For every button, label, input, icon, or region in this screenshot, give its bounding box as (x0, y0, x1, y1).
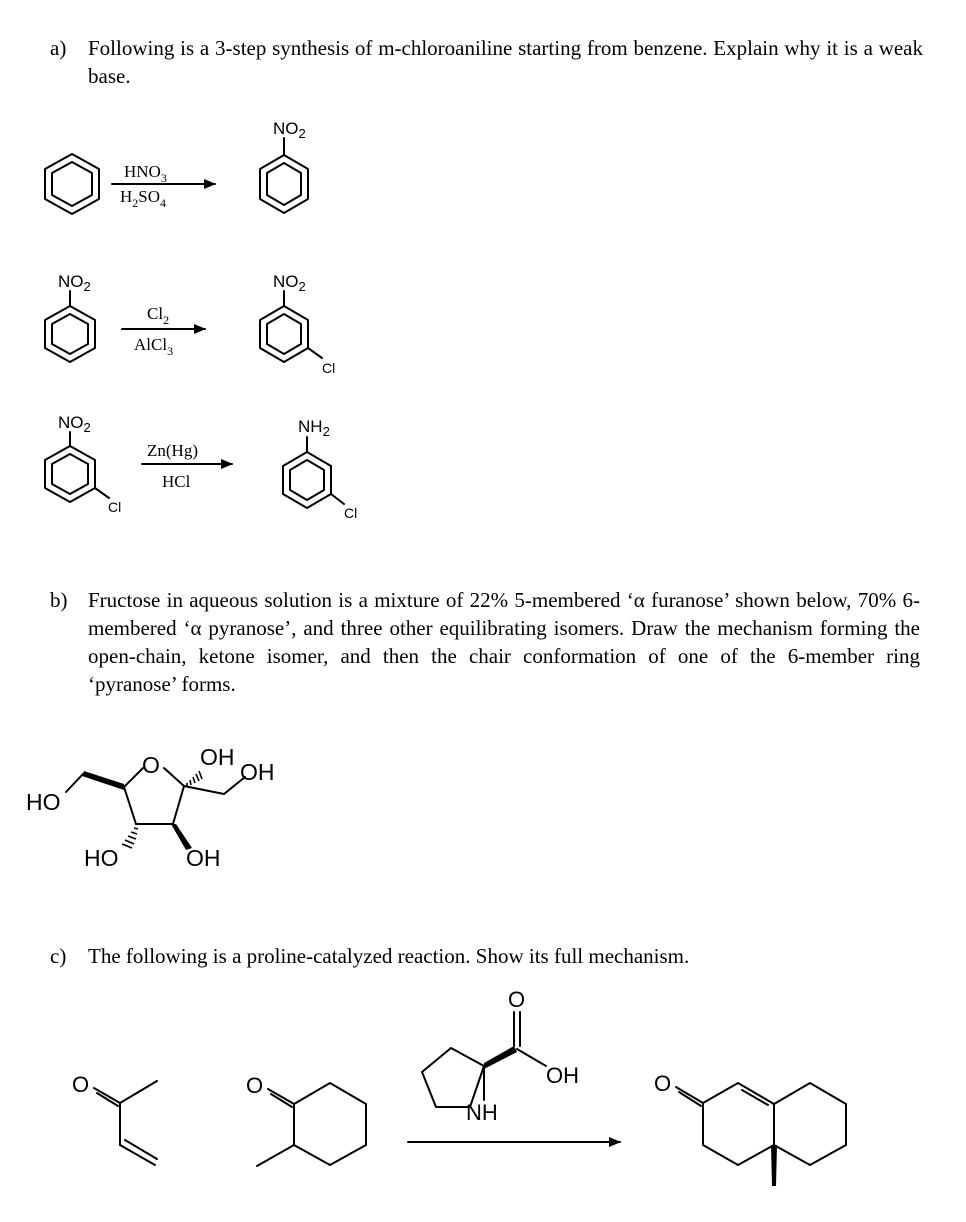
start-chloro-label: Cl (108, 499, 122, 515)
start-nitro-label-2: NO (58, 413, 84, 432)
ch2oh-label: OH (240, 759, 275, 785)
ho-left-label: HO (26, 789, 61, 815)
svg-text:NO2: $NO_2$ (58, 413, 91, 435)
enone-oxygen-label: O (654, 1071, 672, 1096)
nitration-reagents (112, 162, 215, 210)
proline-catalyst-structure (422, 987, 579, 1125)
reagent-h2so4: H (120, 187, 133, 206)
svg-text:NO2: $NO_2$ (273, 119, 306, 141)
svg-text:NO2: $NO_2$ (58, 272, 91, 294)
methyl-vinyl-ketone-structure (72, 1072, 157, 1165)
nitrobenzene-start-structure (45, 272, 95, 362)
nitro-group-label: NO (273, 119, 299, 138)
amine-nh-label: NH (466, 1100, 498, 1125)
chloro-label: Cl (322, 360, 336, 376)
anomeric-oh-label: OH (200, 744, 235, 770)
question-b-label: b) (50, 588, 68, 612)
question-c-text: The following is a proline-catalyzed reaction. Show its full mechanism. (88, 944, 690, 968)
oh-bottom-label: OH (186, 845, 221, 871)
svg-text:NH2: $NH_2$ (298, 417, 330, 439)
product-nitro-label: NO (273, 272, 299, 291)
question-a-text: Following is a 3-step synthesis of m-chloroaniline starting from benzene. Explain why it is a weak base. (88, 36, 923, 88)
product-chloro-label: Cl (344, 505, 358, 521)
svg-text:AlCl3: AlCl$_3$ (134, 335, 174, 358)
bicyclic-enone-product-structure (654, 1071, 846, 1186)
alpha-furanose-structure (26, 744, 275, 871)
reagent-znhg: Zn(Hg) (147, 441, 198, 460)
reagent-alcl3: AlCl (134, 335, 168, 354)
benzene-structure (45, 154, 99, 214)
question-a-label: a) (50, 36, 67, 60)
m-chloronitrobenzene-start-structure (45, 413, 121, 515)
svg-text:NO2: $NO_2$ (273, 272, 306, 294)
ring-oxygen-label: O (142, 752, 160, 778)
svg-text:Cl2: $Cl_2$ (147, 304, 170, 327)
mvk-oxygen-label: O (72, 1072, 90, 1097)
ho-bottom-label: HO (84, 845, 119, 871)
m-chloronitrobenzene-structure (260, 272, 335, 376)
svg-text:HNO3: $HNO_3$ (124, 162, 167, 185)
chlorination-reagents (122, 304, 205, 358)
cyclohexanone-oxygen-label: O (246, 1073, 264, 1098)
nitrobenzene-structure (260, 119, 308, 213)
question-b-text: Fructose in aqueous solution is a mixture of 22% 5-membered ‘α furanose’ shown below, 70% 6-membered ‘α pyranose’, and three other equilibrating isomers. Draw the mechanism forming the open-chain, ketone isomer, and then the chair conformation of one of the 6-member ring ‘pyranose’ forms. (88, 588, 920, 696)
reduction-reagents (142, 441, 232, 491)
amino-group-label: NH (298, 417, 323, 436)
m-chloroaniline-structure (283, 417, 357, 521)
start-nitro-label: NO (58, 272, 84, 291)
svg-text:H2SO4: $H_2SO_4$ (120, 187, 167, 210)
carboxyl-oh-label: OH (546, 1063, 579, 1088)
reagent-hno3: HNO (124, 162, 161, 181)
reagent-hcl: HCl (162, 472, 191, 491)
question-c-label: c) (50, 944, 67, 968)
reagent-cl2: Cl (147, 304, 164, 323)
carboxyl-oxygen-label: O (508, 987, 526, 1012)
methylcyclohexanone-structure (246, 1073, 366, 1166)
